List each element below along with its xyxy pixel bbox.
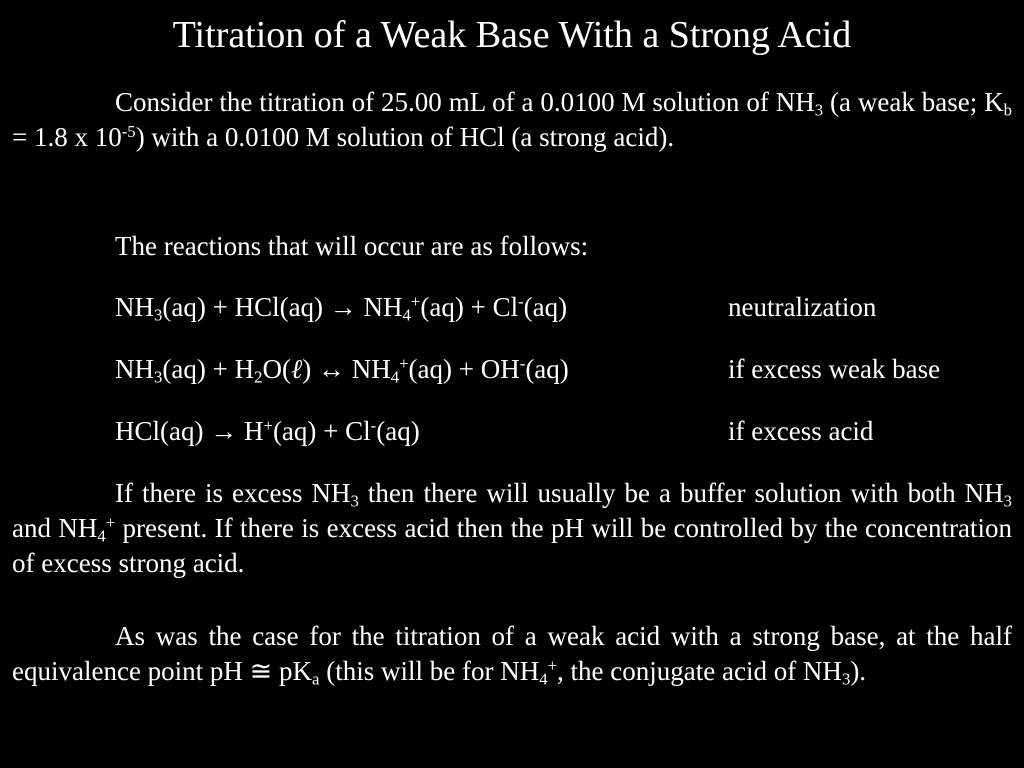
buffer-paragraph [12,476,1012,581]
intro-text-3: = 1.8 x 10 [12,122,122,152]
intro-paragraph [12,85,1012,155]
eq-text: HCl(aq) → H [115,416,264,446]
half-eq-sub-3: 3 [841,669,851,689]
half-eq-sub-1: a [312,669,320,689]
buffer-sub-2: 3 [1003,491,1012,511]
reactions-heading [12,229,1012,264]
half-eq-text-3: , the conjugate acid of NH [557,656,842,686]
buffer-text-3: and NH [12,513,98,543]
eq-sup: - [370,415,377,435]
half-eq-sub-2: 4 [539,669,548,689]
eq-sup: + [399,353,409,373]
liquid-symbol: ℓ [290,354,303,385]
reactions-heading-text: The reactions that will occur are as follows: [115,231,589,261]
intro-sup-3: -5 [121,121,136,141]
eq-text: O( [262,354,291,384]
eq-sub: 3 [154,367,163,387]
intro-sub-1: 3 [814,100,824,120]
buffer-text-1: If there is excess NH [115,478,351,508]
half-equivalence-paragraph [12,619,1012,689]
half-eq-sup-2: + [547,655,558,675]
eq-text: NH [115,354,154,384]
eq-sub: 3 [154,305,163,325]
eq-sub: 4 [390,367,400,387]
eq-text: (aq) + H [162,354,255,384]
eq-text: (aq) + Cl [272,416,371,446]
buffer-text-2: then there will usually be a buffer solution with both NH [358,478,1004,508]
reaction-note: if excess weak base [728,354,941,384]
eq-sup: - [519,353,526,373]
intro-sub-2: b [1003,100,1012,120]
eq-sup: + [263,415,273,435]
eq-text: (aq) + OH [408,354,520,384]
reaction-note: if excess acid [728,416,874,446]
eq-sup: + [410,291,421,311]
slide-title: Titration of a Weak Base With a Strong Acid [172,14,852,56]
eq-text: (aq) [376,416,420,446]
buffer-sub-1: 3 [350,491,359,511]
eq-sub: 2 [254,367,263,387]
half-eq-text-2: (this will be for NH [319,656,540,686]
buffer-text-4: present. If there is excess acid then the pH will be controlled by the concentration of excess strong acid. [12,513,1012,578]
half-eq-text-4: ). [850,656,867,686]
eq-text: (aq) [523,292,568,322]
reaction-equation [115,352,569,387]
half-eq-text-1: As was the case for the titration of a weak acid with a strong base, at the half equivalence point pH ≅ pK [12,621,1012,686]
intro-text-4: ) with a 0.0100 M solution of HCl (a strong acid). [135,122,675,152]
buffer-sup-3: + [105,512,116,532]
eq-text: (aq) + Cl [420,292,519,322]
eq-sub: 4 [402,305,411,325]
reaction-note: neutralization [728,292,877,322]
eq-text: (aq) [525,354,569,384]
eq-text: NH [115,292,154,322]
eq-text: ) ↔ NH [302,354,391,384]
eq-text: (aq) + HCl(aq) → NH [162,292,403,322]
buffer-sub-3: 4 [97,526,106,546]
eq-sup: - [518,291,524,311]
reaction-equation [115,414,420,449]
reaction-equation [115,290,567,325]
intro-text-2: (a weak base; K [823,87,1004,117]
intro-text-1: Consider the titration of 25.00 mL of a 0.0100 M solution of NH [115,87,815,117]
